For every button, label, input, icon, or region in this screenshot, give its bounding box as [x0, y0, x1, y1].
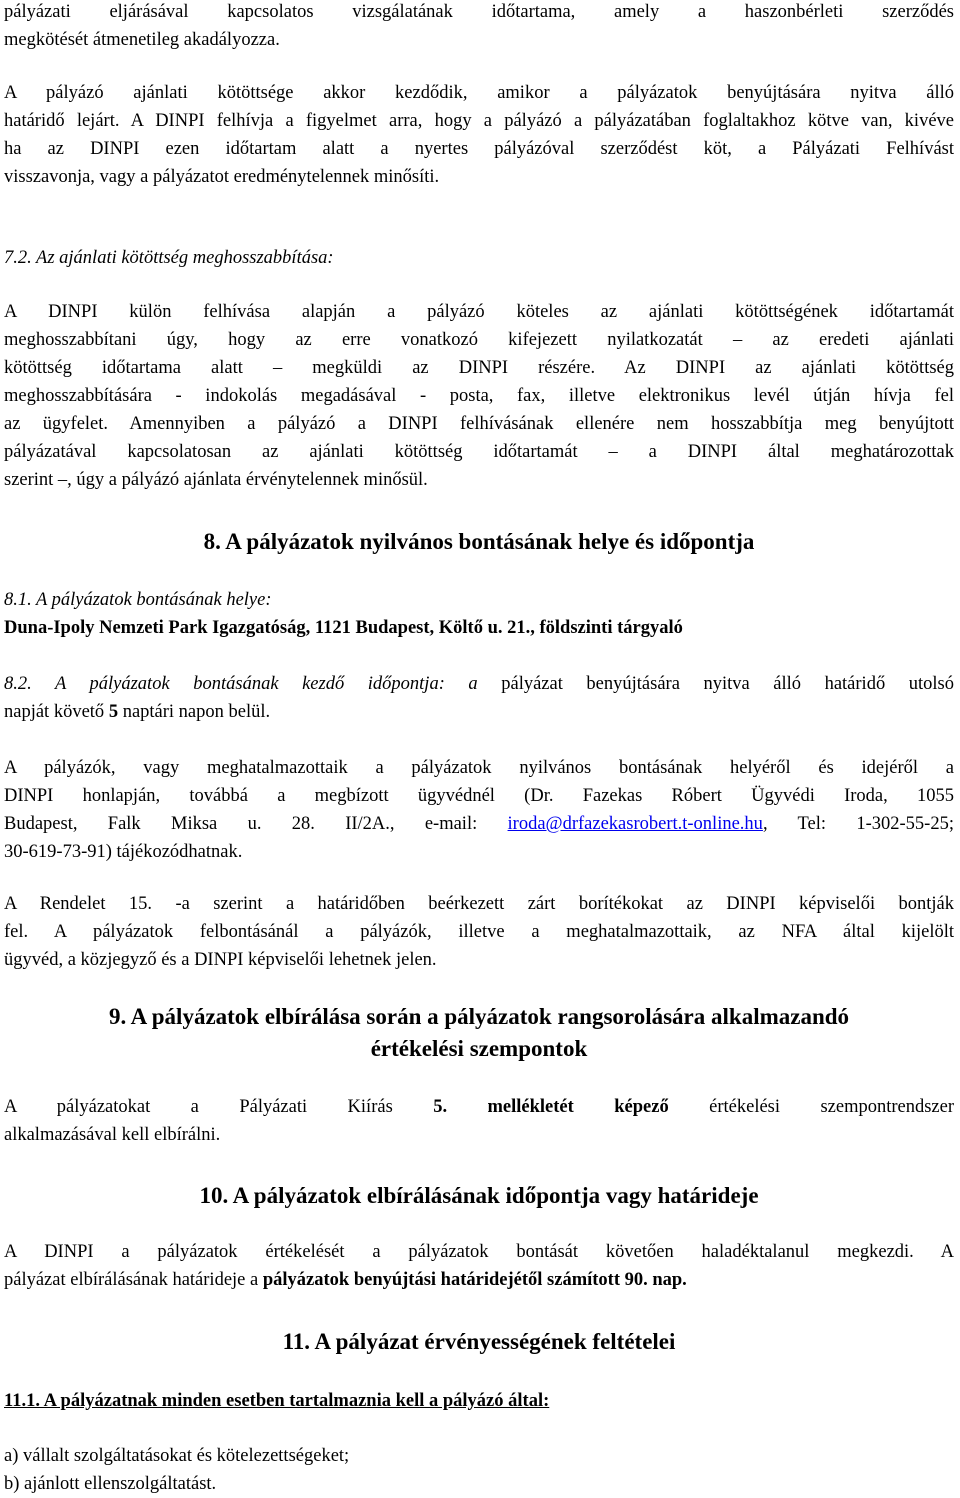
section-8-1-label: 8.1. A pályázatok bontásának helye: — [4, 590, 272, 610]
section-8-title: 8. A pályázatok nyilvános bontásának helye és időpontja — [203, 529, 755, 554]
section-10-title: 10. A pályázatok elbírálásának időpontja vagy határideje — [199, 1183, 759, 1208]
text-line: A DINPI külön felhívása alapján a pályázó köteles az ajánlati kötöttségének időtartamát — [4, 302, 954, 322]
requirements-list — [4, 1442, 954, 1498]
text-line: , Tel: 1-302-55-25; — [762, 814, 954, 834]
section-8-2-text: napját követő — [4, 702, 109, 722]
paragraph-info — [4, 754, 954, 866]
section-8-1 — [4, 586, 954, 642]
paragraph-extension — [4, 298, 954, 494]
text-line: határidő lejárt. A DINPI felhívja a figyelmet arra, hogy a pályázó a pályázatában foglaltakhoz kötve van, kivéve — [4, 111, 954, 131]
text-line: A Rendelet 15. -a szerint a határidőben beérkezett zárt borítékokat az DINPI képviselői bontják — [4, 894, 954, 914]
text-line: pályázati eljárásával kapcsolatos vizsgálatának időtartama, amely a haszonbérleti szerződés — [4, 2, 954, 22]
text-line: alkalmazásával kell elbírálni. — [4, 1125, 221, 1145]
section-8-2 — [4, 670, 954, 726]
text-line: ügyvéd, a közjegyző és a DINPI képviselői lehetnek jelen. — [4, 950, 437, 970]
text-line: fel. A pályázatok felbontásánál a pályázók, illetve a meghatalmazottaik, az NFA által kijelölt — [4, 922, 954, 942]
section-9-title-line: értékelési szempontok — [370, 1036, 588, 1061]
text-line: pályázatával kapcsolatosan az ajánlati kötöttség időtartamát – a DINPI által meghatározottak — [4, 442, 954, 462]
text-line: szerint –, úgy a pályázó ajánlata érvénytelennek minősül. — [4, 470, 428, 490]
text-line: A DINPI a pályázatok értékelését a pályázatok bontását követően haladéktalanul megkezdi. A — [4, 1242, 954, 1262]
text-line: kötöttség időtartama alatt – megküldi az DINPI részére. Az DINPI az ajánlati kötöttség — [4, 358, 954, 378]
text-line: megkötését átmenetileg akadályozza. — [4, 30, 280, 50]
paragraph-evaluation — [4, 1093, 954, 1149]
section-11-title: 11. A pályázat érvényességének feltételei — [282, 1329, 676, 1354]
list-item: b) ajánlott ellenszolgáltatást. — [4, 1474, 217, 1494]
text-line: meghosszabbítására - indokolás megadásával - posta, fax, illetve elektronikus levél útján hívja fel — [4, 386, 954, 406]
email-link[interactable]: iroda@drfazekasrobert.t-online.hu — [507, 814, 763, 834]
section-8-2-label: 8.2. A pályázatok bontásának kezdő időpontja: a — [4, 674, 478, 694]
section-9-title — [4, 1001, 954, 1065]
paragraph-opening — [4, 0, 954, 54]
section-11-1-heading: 11.1. A pályázatnak minden esetben tartalmaznia kell a pályázó által: — [4, 1391, 550, 1411]
paragraph-opening-procedure — [4, 890, 954, 974]
text-line: az ügyfelet. Amennyiben a pályázó a DINPI felhívásának ellenére nem hosszabbítja meg benyújtott — [4, 414, 954, 434]
section-8-1-value: Duna-Ipoly Nemzeti Park Igazgatóság, 1121 Budapest, Költő u. 21., földszinti tárgyaló — [4, 618, 683, 638]
text-line: visszavonja, vagy a pályázatot eredménytelennek minősíti. — [4, 167, 440, 187]
text-line: értékelési szempontrendszer — [668, 1097, 954, 1117]
text-line: A pályázó ajánlati kötöttsége akkor kezdődik, amikor a pályázatok benyújtására nyitva álló — [4, 83, 954, 103]
text-line: DINPI honlapján, továbbá a megbízott ügyvédnél (Dr. Fazekas Róbert Ügyvédi Iroda, 1055 — [4, 786, 954, 806]
text-line: 30-619-73-91) tájékozódhatnak. — [4, 842, 243, 862]
text-line: A pályázatokat a Pályázati Kiírás — [4, 1097, 434, 1117]
annex-reference: 5. mellékletét képező — [433, 1097, 669, 1117]
text-line: Budapest, Falk Miksa u. 28. II/2A., e-mail: — [4, 814, 508, 834]
list-item: a) vállalt szolgáltatásokat és kötelezettségeket; — [4, 1446, 350, 1466]
text-line: meghosszabbítani úgy, hogy az erre vonatkozó kifejezett nyilatkozatát – az eredeti ajánlati — [4, 330, 954, 350]
text-line: A pályázók, vagy meghatalmazottaik a pályázatok nyilvános bontásának helyéről és idejéről a — [4, 758, 954, 778]
section-8-2-text: pályázat benyújtására nyitva álló határidő utolsó — [477, 674, 954, 694]
paragraph-deadline — [4, 1238, 954, 1294]
day-count: 5 — [108, 702, 119, 722]
text-line: ha az DINPI ezen időtartam alatt a nyertes pályázóval szerződést köt, a Pályázati Felhívást — [4, 139, 954, 159]
section-8-2-text: naptári napon belül. — [118, 702, 271, 722]
section-9-title-line: 9. A pályázatok elbírálása során a pályázatok rangsorolására alkalmazandó — [108, 1004, 850, 1029]
deadline-value: pályázatok benyújtási határidejétől számított 90. nap. — [262, 1270, 687, 1290]
paragraph-binding-offer — [4, 79, 954, 191]
text-line: pályázat elbírálásának határideje a — [4, 1270, 263, 1290]
section-7-2-heading: 7.2. Az ajánlati kötöttség meghosszabbítása: — [4, 248, 334, 268]
